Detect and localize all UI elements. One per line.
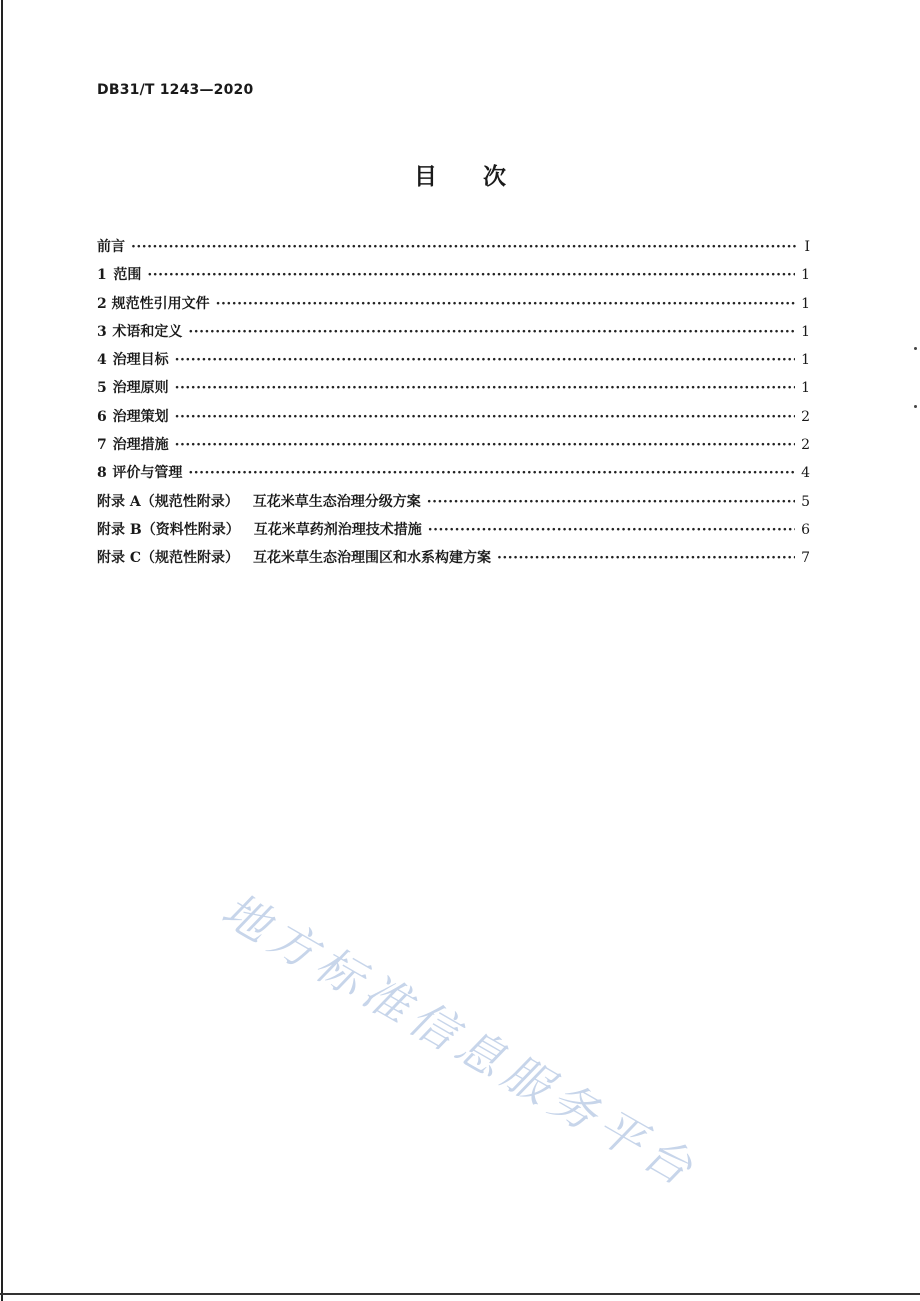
toc-item-number: 7	[97, 437, 107, 454]
toc-leader-dots	[131, 239, 798, 255]
toc-page-number: 6	[801, 521, 810, 538]
toc-leader-dots	[427, 494, 795, 510]
toc-leader-dots	[175, 409, 795, 425]
toc-item-annex-a[interactable]	[97, 491, 810, 519]
toc-leader-dots	[188, 324, 795, 340]
toc-leader-dots	[147, 267, 795, 283]
page-border-bottom	[0, 1293, 920, 1295]
toc-page-number: 1	[801, 380, 810, 397]
toc-item-label: 治理措施	[112, 437, 169, 454]
toc-item-foreword[interactable]	[97, 236, 810, 264]
toc-item-measures[interactable]	[97, 434, 810, 462]
toc-page-number: 7	[801, 550, 810, 567]
toc-item-label: 治理策划	[112, 408, 169, 425]
toc-page-number: 1	[801, 295, 810, 312]
toc-annex-prefix: 附录 A（规范性附录）	[97, 493, 239, 510]
toc-item-label: 治理原则	[112, 380, 169, 397]
toc-leader-dots	[175, 380, 795, 396]
toc-leader-dots	[188, 465, 795, 481]
page-border-left	[1, 0, 3, 1301]
toc-item-planning[interactable]	[97, 406, 810, 434]
toc-page-number: 4	[801, 465, 810, 482]
toc-item-normative-references[interactable]	[97, 293, 810, 321]
toc-item-number: 2	[97, 295, 107, 312]
toc-item-annex-c[interactable]	[97, 547, 810, 575]
toc-item-terms[interactable]	[97, 321, 810, 349]
toc-item-label: 评价与管理	[112, 465, 183, 482]
toc-item-label: 规范性引用文件	[111, 295, 210, 312]
scan-mark	[914, 405, 917, 408]
document-code: DB31/T 1243—2020	[97, 82, 254, 98]
toc-item-label: 术语和定义	[112, 323, 183, 340]
toc-page-number: 1	[801, 323, 810, 340]
toc-item-number: 5	[97, 380, 107, 397]
toc-item-number: 8	[97, 465, 107, 482]
toc-annex-prefix: 附录 B（资料性附录）	[97, 521, 240, 538]
toc-item-number: 6	[97, 408, 107, 425]
watermark-text: 地方标准信息服务平台	[213, 882, 708, 1199]
toc-annex-prefix: 附录 C（规范性附录）	[97, 550, 240, 567]
toc-item-label: 互花米草生态治理围区和水系构建方案	[253, 550, 492, 567]
toc-item-label: 治理目标	[112, 352, 169, 369]
toc-item-principles[interactable]	[97, 377, 810, 405]
toc-page-number: 2	[801, 437, 810, 454]
toc-item-evaluation[interactable]	[97, 462, 810, 490]
toc-item-annex-b[interactable]	[97, 519, 810, 547]
toc-page-number: 2	[801, 408, 810, 425]
toc-leader-dots	[175, 437, 795, 453]
toc-page-number: 1	[801, 267, 810, 284]
toc-item-label: 前言	[97, 239, 125, 255]
toc-page-number: 5	[801, 493, 810, 510]
toc-item-number: 3	[97, 323, 107, 340]
toc-leader-dots	[497, 550, 795, 566]
toc-item-number: 4	[97, 352, 107, 369]
toc-item-scope[interactable]	[97, 264, 810, 292]
toc-item-number: 1	[97, 267, 107, 284]
toc-item-label: 互花米草生态治理分级方案	[252, 493, 421, 510]
toc-leader-dots	[428, 522, 795, 538]
page-title: 目次	[414, 164, 552, 190]
toc-item-label: 互花米草药剂治理技术措施	[253, 521, 422, 538]
toc-leader-dots	[216, 296, 795, 312]
toc-page-number: 1	[801, 352, 810, 369]
toc-item-label: 范围	[113, 267, 142, 284]
scan-mark	[914, 347, 917, 350]
table-of-contents	[97, 236, 810, 576]
toc-page-number: I	[804, 239, 810, 255]
toc-leader-dots	[175, 352, 795, 368]
toc-item-objectives[interactable]	[97, 349, 810, 377]
